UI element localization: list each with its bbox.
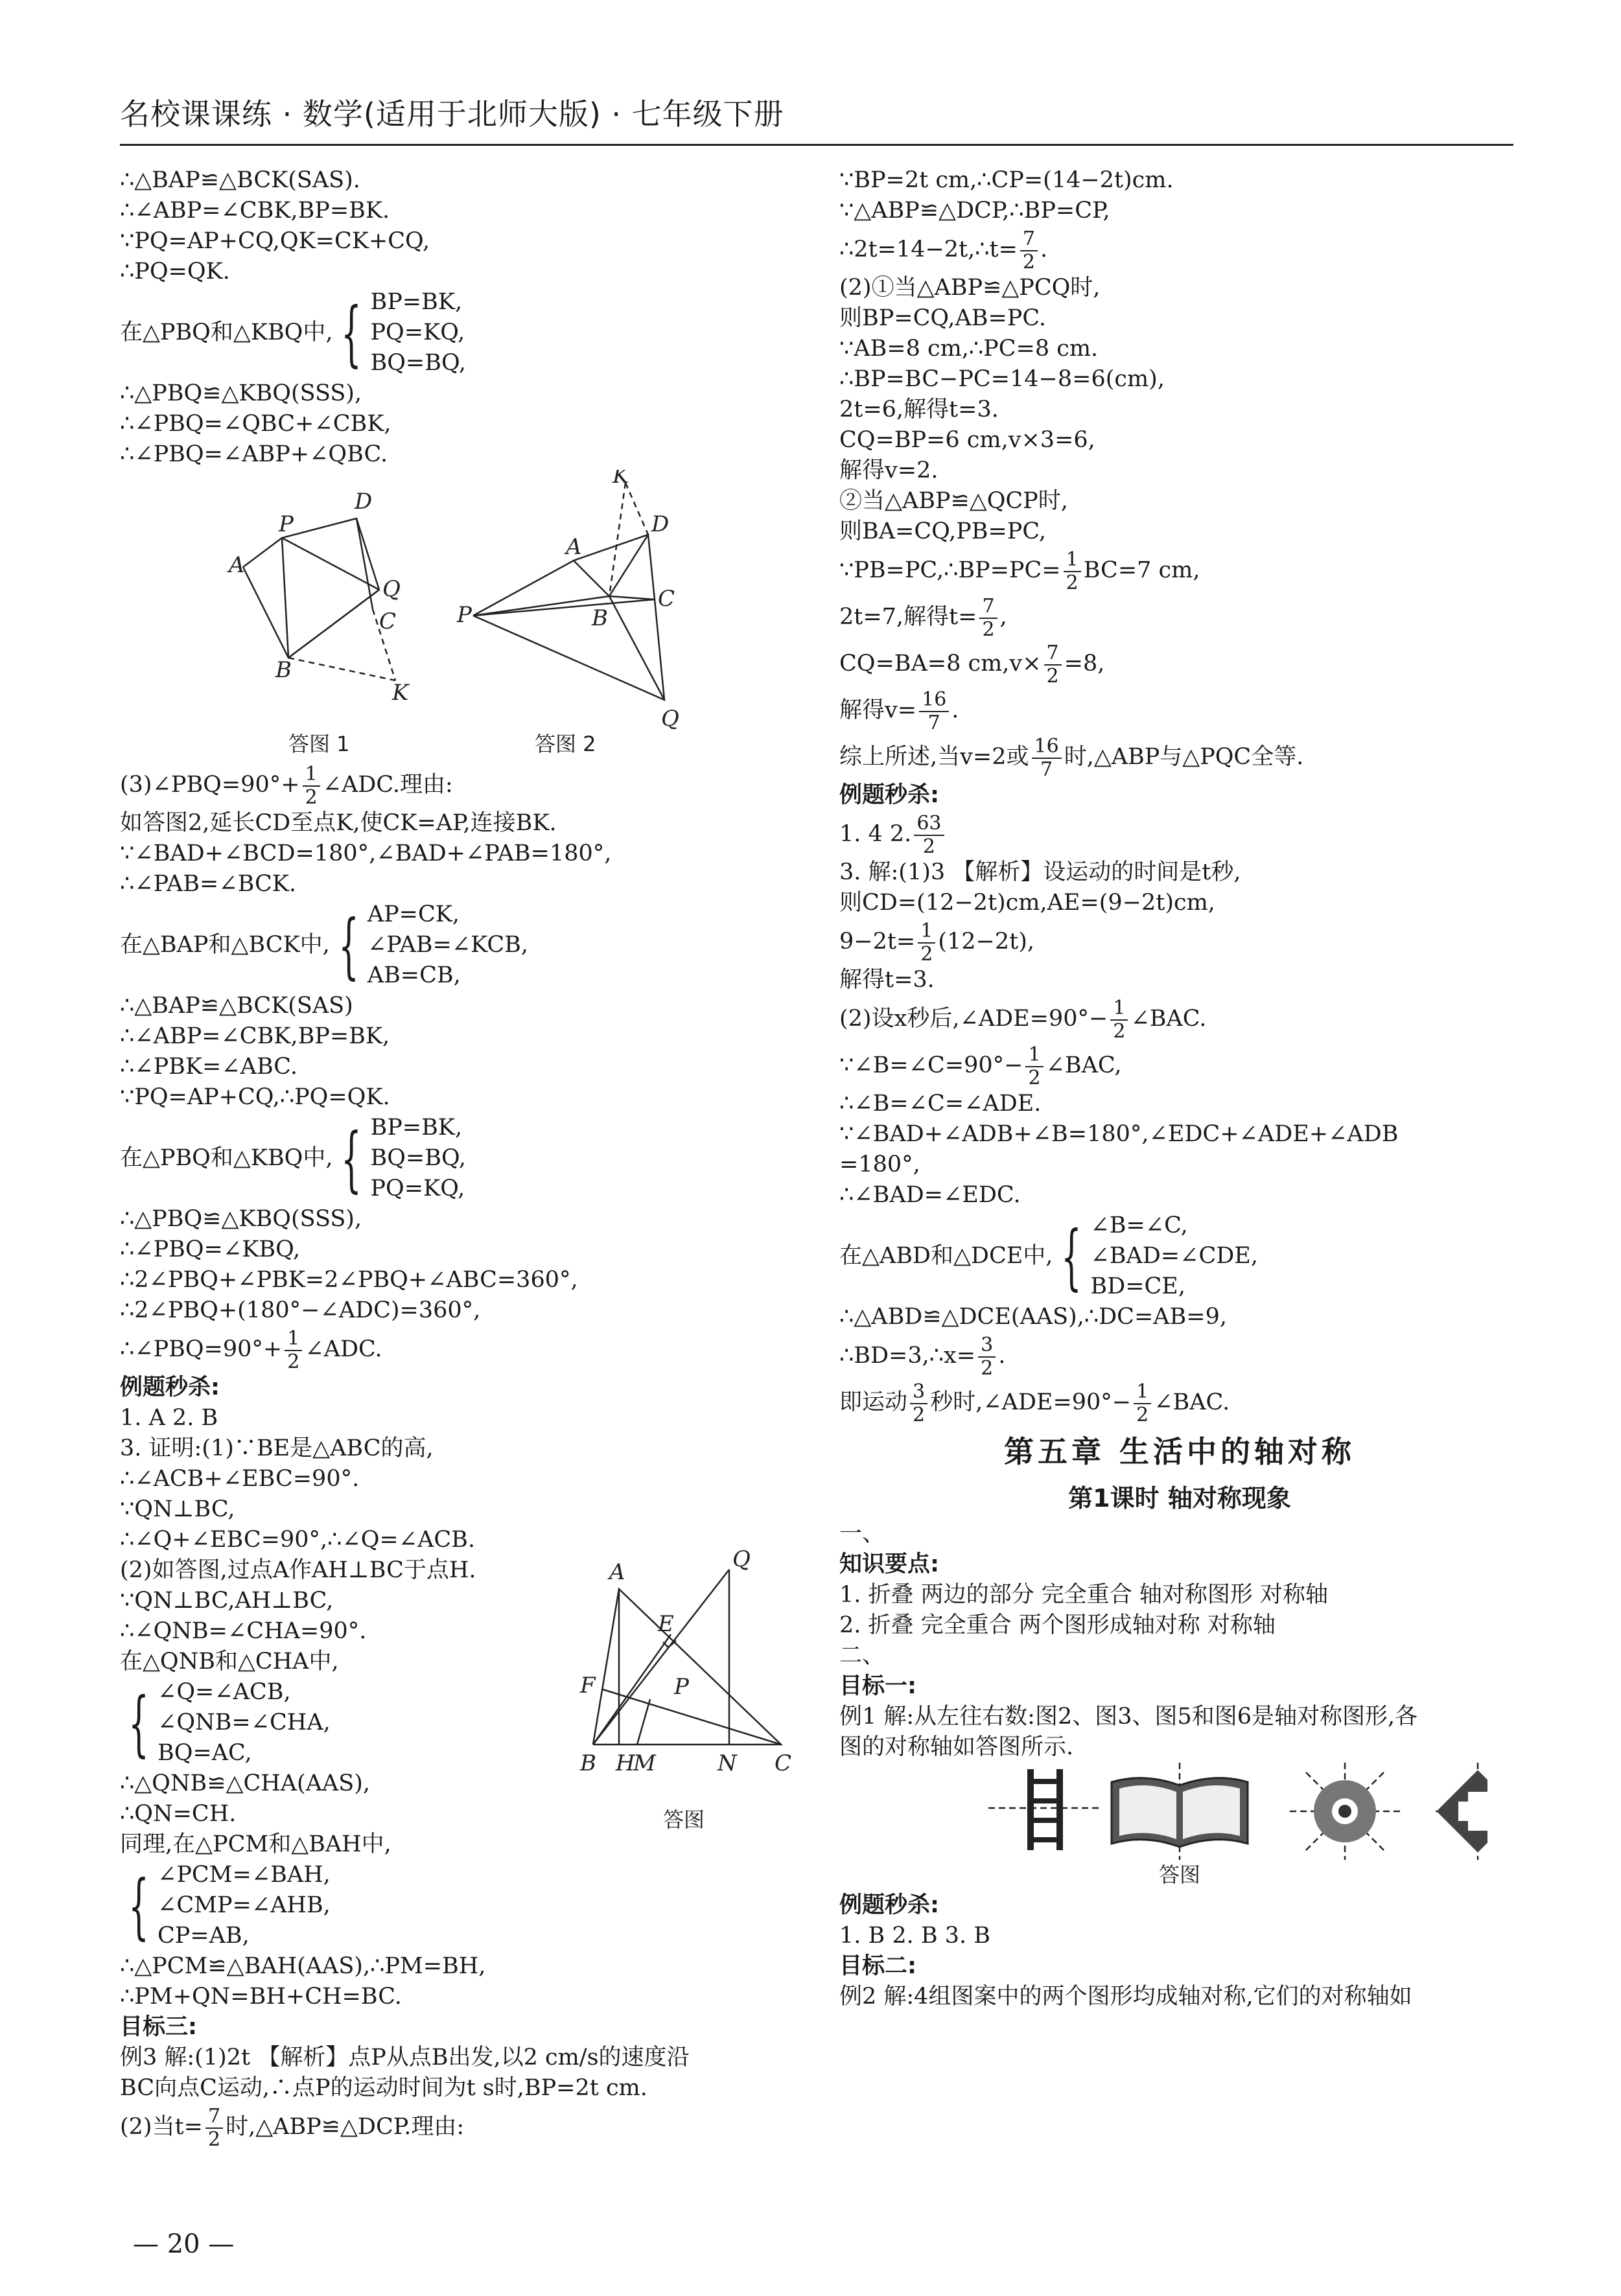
- figure-caption: 答图: [662, 1807, 705, 1832]
- caption-row: [120, 729, 800, 761]
- text-line: 解得v=2.: [839, 458, 939, 483]
- text-line: ∵PQ=AP+CQ,QK=CK+CQ,: [120, 228, 430, 254]
- numerator: 16: [919, 689, 949, 712]
- system-line: BQ=BQ,: [370, 350, 467, 376]
- text-line: ∴PM+QN=BH+CH=BC.: [120, 1984, 402, 2010]
- answer-line: 1. B 2. B 3. B: [839, 1923, 990, 1949]
- text-line: ∴PQ=QK.: [120, 259, 230, 284]
- fraction: [914, 813, 944, 858]
- section-title: 知识要点:: [839, 1551, 939, 1577]
- text-line: [120, 761, 800, 808]
- text-part: ∵∠B=∠C=90°−: [839, 1052, 1023, 1078]
- text-line: ∴△BAP≌△BCK(SAS): [120, 993, 353, 1019]
- text-line: [839, 226, 1520, 273]
- text-line: [839, 1379, 1520, 1426]
- text-part: 1. 4 2.: [839, 821, 912, 847]
- fraction: [1020, 228, 1038, 273]
- svg-text:F: F: [580, 1673, 596, 1699]
- text-part: ∵PB=PC,∴BP=PC=: [839, 557, 1061, 583]
- system-line: BP=BK,: [370, 1115, 463, 1141]
- denominator: 2: [922, 835, 935, 858]
- text-part: .: [1040, 237, 1048, 262]
- text-part: CQ=BA=8 cm,v×: [839, 651, 1042, 677]
- numerator: 1: [285, 1328, 302, 1351]
- text-line: ∵QN⊥BC,: [120, 1496, 235, 1522]
- system-line: ∠QNB=∠CHA,: [157, 1710, 331, 1735]
- page-header: [120, 84, 1513, 146]
- numerator: 1: [1025, 1044, 1043, 1067]
- system-prefix: 在△PBQ和△KBQ中,: [120, 1145, 333, 1171]
- denominator: 2: [1113, 1019, 1126, 1043]
- denominator: 2: [207, 2128, 221, 2151]
- text-part: ∠BAC,: [1045, 1052, 1122, 1078]
- answer-line: [839, 811, 1520, 857]
- text-part: 时,△ABP与△PQC全等.: [1064, 744, 1304, 770]
- system-line: ∠Q=∠ACB,: [157, 1679, 291, 1705]
- text-line: [839, 594, 1520, 640]
- denominator: 2: [982, 618, 995, 641]
- equation-system: [120, 287, 800, 378]
- text-part: 秒时,∠ADE=90°−: [930, 1389, 1132, 1415]
- text-part: ∠BAC.: [1154, 1389, 1230, 1415]
- fraction: [303, 763, 320, 809]
- section-number: 二、: [839, 1643, 885, 1669]
- fraction: [1032, 736, 1062, 781]
- denominator: 2: [305, 785, 318, 809]
- svg-text:K: K: [392, 680, 409, 706]
- text-line: ∵∠BAD+∠ADB+∠B=180°,∠EDC+∠ADE+∠ADB: [839, 1121, 1399, 1147]
- left-column: [120, 165, 800, 2150]
- svg-text:C: C: [658, 586, 675, 612]
- text-line: 1. 折叠 两边的部分 完全重合 轴对称图形 对称轴: [839, 1582, 1329, 1608]
- text-part: 2t=7,解得t=: [839, 604, 977, 630]
- svg-text:C: C: [775, 1750, 792, 1776]
- svg-text:Q: Q: [382, 576, 401, 602]
- numerator: 1: [1134, 1381, 1151, 1404]
- system-line: AB=CB,: [367, 962, 461, 988]
- text-line: ∴∠QNB=∠CHA=90°.: [120, 1618, 367, 1644]
- denominator: 7: [1040, 758, 1053, 781]
- text-line: 如答图2,延长CD至点K,使CK=AP,连接BK.: [120, 810, 557, 836]
- denominator: 2: [1022, 250, 1036, 273]
- denominator: 2: [1028, 1066, 1041, 1089]
- text-line: ∴∠B=∠C=∠ADE.: [839, 1091, 1042, 1117]
- text-line: 3. 解:(1)3 【解析】设运动的时间是t秒,: [839, 859, 1241, 885]
- text-line: ∴∠ABP=∠CBK,BP=BK,: [120, 1023, 390, 1049]
- numerator: 1: [303, 763, 320, 787]
- system-line: PQ=KQ,: [370, 1176, 465, 1201]
- equation-system: [839, 1211, 1520, 1302]
- numerator: 1: [1110, 997, 1128, 1021]
- section-title: 目标三:: [120, 2014, 197, 2040]
- text-line: [120, 2104, 800, 2150]
- proof-block: [120, 1433, 800, 2012]
- text-line: ∴△ABD≌△DCE(AAS),∴DC=AB=9,: [839, 1304, 1227, 1330]
- text-line: ∴2∠PBQ+∠PBK=2∠PBQ+∠ABC=360°,: [120, 1267, 578, 1293]
- symmetry-icons: [839, 1763, 1487, 1860]
- system-prefix: 在△PBQ和△KBQ中,: [120, 319, 333, 345]
- svg-text:Q: Q: [732, 1550, 751, 1572]
- fraction: [1134, 1381, 1151, 1426]
- numerator: 7: [1044, 642, 1062, 666]
- svg-text:M: M: [633, 1750, 656, 1776]
- svg-text:B: B: [275, 657, 292, 683]
- system-line: ∠BAD=∠CDE,: [1090, 1243, 1258, 1269]
- text-line: 则BP=CQ,AB=PC.: [839, 305, 1046, 331]
- snowflake-icon: [1290, 1763, 1400, 1860]
- cross-tile-icon: [1436, 1763, 1487, 1860]
- svg-text:B: B: [592, 605, 608, 631]
- denominator: 2: [913, 1403, 926, 1426]
- fraction: [205, 2105, 223, 2151]
- brace-icon: {: [1061, 1214, 1082, 1298]
- text-line: 2. 折叠 完全重合 两个图形成轴对称 对称轴: [839, 1612, 1276, 1638]
- text-line: ②当△ABP≌△QCP时,: [839, 488, 1068, 514]
- text-line: [839, 1042, 1520, 1089]
- text-line: ∴△PBQ≌△KBQ(SSS),: [120, 380, 362, 406]
- numerator: 1: [918, 920, 935, 944]
- answer-figure-1-2: [120, 470, 768, 729]
- numerator: 63: [914, 813, 944, 836]
- svg-text:B: B: [580, 1750, 596, 1776]
- numerator: 7: [205, 2105, 223, 2129]
- text-line: BC向点C运动,∴点P的运动时间为t s时,BP=2t cm.: [120, 2075, 647, 2101]
- triangle-figure: [567, 1550, 800, 1796]
- svg-text:H: H: [616, 1750, 635, 1776]
- text-line: ∵BP=2t cm,∴CP=(14−2t)cm.: [839, 167, 1174, 193]
- equation-system: [120, 1860, 800, 1951]
- denominator: 7: [927, 711, 940, 734]
- text-part: ∴∠PBQ=90°+: [120, 1336, 283, 1362]
- text-line: [839, 918, 1520, 965]
- text-part: ∴BD=3,∴x=: [839, 1343, 976, 1369]
- text-part: (12−2t),: [938, 929, 1034, 955]
- numerator: 7: [1020, 228, 1038, 251]
- system-line: ∠PCM=∠BAH,: [157, 1862, 331, 1888]
- svg-text:A: A: [229, 552, 245, 578]
- text-line: ∴△QNB≌△CHA(AAS),: [120, 1770, 371, 1796]
- page-number: — 20 —: [133, 2229, 235, 2259]
- brace-icon: {: [338, 903, 359, 987]
- section-title: 例题秒杀:: [120, 1374, 220, 1400]
- text-line: CQ=BP=6 cm,v×3=6,: [839, 427, 1095, 453]
- fraction: [910, 1381, 927, 1426]
- text-line: ∴∠ACB+∠EBC=90°.: [120, 1466, 360, 1492]
- system-line: ∠CMP=∠AHB,: [157, 1892, 331, 1918]
- svg-text:Q: Q: [661, 706, 679, 729]
- text-line: ∴QN=CH.: [120, 1801, 237, 1827]
- text-line: [120, 1326, 800, 1373]
- text-line: ∴△BAP≌△BCK(SAS).: [120, 167, 360, 193]
- answer-line: 1. A 2. B: [120, 1405, 218, 1431]
- svg-text:P: P: [674, 1674, 689, 1700]
- book-icon: [1112, 1763, 1248, 1860]
- text-line: 例1 解:从左往右数:图2、图3、图5和图6是轴对称图形,各: [839, 1704, 1418, 1730]
- text-line: ∵∠BAD+∠BCD=180°,∠BAD+∠PAB=180°,: [120, 841, 612, 866]
- text-line: ∴△PCM≌△BAH(AAS),∴PM=BH,: [120, 1953, 486, 1979]
- text-line: 例2 解:4组图案中的两个图形均成轴对称,它们的对称轴如: [839, 1984, 1412, 2010]
- text-line: 解得t=3.: [839, 967, 935, 993]
- symmetry-figures: [839, 1763, 1520, 1860]
- text-line: (2)①当△ABP≌△PCQ时,: [839, 275, 1101, 301]
- right-column: [839, 165, 1520, 2012]
- brace-icon: {: [341, 291, 362, 375]
- svg-text:A: A: [609, 1559, 625, 1585]
- svg-text:N: N: [717, 1750, 737, 1776]
- system-line: BQ=BQ,: [370, 1145, 467, 1171]
- text-line: ∴∠PBQ=∠ABP+∠QBC.: [120, 441, 388, 467]
- fraction: [919, 689, 949, 734]
- svg-text:D: D: [355, 489, 373, 515]
- text-part: ∠ADC.理由:: [322, 772, 453, 798]
- text-line: 2t=6,解得t=3.: [839, 397, 999, 423]
- svg-text:K: K: [612, 470, 629, 489]
- system-line: ∠B=∠C,: [1090, 1212, 1188, 1238]
- text-part: .: [951, 697, 959, 723]
- answer-figure-1: [243, 518, 395, 680]
- text-line: 3. 证明:(1)∵BE是△ABC的高,: [120, 1435, 434, 1461]
- fraction: [918, 920, 935, 966]
- chapter-title: 第五章 生活中的轴对称: [1003, 1434, 1355, 1469]
- figure-caption: 答图 2: [535, 732, 596, 756]
- section-title: 例题秒杀:: [839, 1892, 939, 1918]
- fraction: [1044, 642, 1062, 688]
- text-line: 则CD=(12−2t)cm,AE=(9−2t)cm,: [839, 890, 1215, 916]
- denominator: 2: [981, 1356, 994, 1380]
- text-part: =8,: [1064, 651, 1105, 677]
- text-part: ∴2t=14−2t,∴t=: [839, 237, 1018, 262]
- figure-caption: 答图 1: [288, 732, 350, 756]
- ladder-icon: [988, 1769, 1099, 1850]
- figures-row: [120, 470, 800, 729]
- text-line: ∵△ABP≌△DCP,∴BP=CP,: [839, 198, 1110, 224]
- system-line: AP=CK,: [367, 901, 460, 927]
- fraction: [1110, 997, 1128, 1043]
- text-line: [839, 547, 1520, 594]
- system-line: ∠PAB=∠KCB,: [367, 932, 528, 958]
- text-line: 图的对称轴如答图所示.: [839, 1734, 1074, 1760]
- svg-text:D: D: [651, 511, 670, 537]
- text-line: 同理,在△PCM和△BAH中,: [120, 1831, 391, 1857]
- text-part: (3)∠PBQ=90°+: [120, 772, 300, 798]
- text-part: 9−2t=: [839, 929, 916, 955]
- text-line: 则BA=CQ,PB=PC,: [839, 518, 1046, 544]
- fraction: [1025, 1044, 1043, 1089]
- text-part: ∠BAC.: [1130, 1006, 1207, 1032]
- fraction: [285, 1328, 302, 1373]
- text-line: ∴∠BAD=∠EDC.: [839, 1182, 1021, 1208]
- svg-text:A: A: [566, 534, 582, 560]
- text-line: ∴∠PBQ=∠KBQ,: [120, 1236, 301, 1262]
- text-line: [839, 734, 1520, 780]
- equation-system: [120, 899, 800, 991]
- numerator: 3: [910, 1381, 927, 1404]
- text-line: ∴∠PBK=∠ABC.: [120, 1054, 297, 1080]
- system-line: BD=CE,: [1090, 1273, 1185, 1299]
- denominator: 2: [1046, 664, 1059, 688]
- text-line: ∴∠Q+∠EBC=90°,∴∠Q=∠ACB.: [120, 1527, 475, 1553]
- lesson-title: 第1课时 轴对称现象: [1068, 1484, 1291, 1513]
- text-line: ∴2∠PBQ+(180°−∠ADC)=360°,: [120, 1297, 481, 1323]
- text-part: ∠ADC.: [305, 1336, 382, 1362]
- text-line: ∵AB=8 cm,∴PC=8 cm.: [839, 336, 1099, 362]
- brace-icon: {: [128, 1864, 149, 1947]
- system-line: BP=BK,: [370, 289, 463, 315]
- svg-text:P: P: [457, 602, 472, 628]
- text-line: ∵QN⊥BC,AH⊥BC,: [120, 1588, 334, 1614]
- section-title: 目标二:: [839, 1953, 916, 1979]
- numerator: 7: [979, 596, 997, 619]
- section-number: 一、: [839, 1521, 885, 1547]
- brace-icon: {: [128, 1681, 149, 1765]
- system-prefix: 在△ABD和△DCE中,: [839, 1243, 1053, 1269]
- answer-figure-3: [567, 1550, 800, 1832]
- answer-figure-2: [473, 483, 664, 700]
- text-part: BC=7 cm,: [1083, 557, 1200, 583]
- denominator: 2: [920, 942, 933, 966]
- text-line: 例3 解:(1)2t 【解析】点P从点B出发,以2 cm/s的速度沿: [120, 2045, 690, 2070]
- text-part: (2)当t=: [120, 2114, 203, 2140]
- numerator: 1: [1064, 549, 1081, 572]
- numerator: 16: [1032, 736, 1062, 759]
- text-part: 解得v=: [839, 697, 917, 723]
- section-title: 目标一:: [839, 1673, 916, 1699]
- system-line: PQ=KQ,: [370, 319, 465, 345]
- section-title: 例题秒杀:: [839, 782, 939, 808]
- text-line: [839, 687, 1520, 734]
- figure-caption: 答图: [1158, 1862, 1200, 1887]
- text-line: [839, 640, 1520, 687]
- text-part: 即运动: [839, 1389, 908, 1415]
- numerator: 3: [978, 1334, 996, 1358]
- text-part: 综上所述,当v=2或: [839, 744, 1029, 770]
- text-line: ∴BP=BC−PC=14−8=6(cm),: [839, 366, 1165, 392]
- text-part: 时,△ABP≌△DCP.理由:: [226, 2114, 465, 2140]
- fraction: [979, 596, 997, 641]
- text-part: (2)设x秒后,∠ADE=90°−: [839, 1006, 1108, 1032]
- text-line: ∵PQ=AP+CQ,∴PQ=QK.: [120, 1084, 390, 1110]
- system-line: CP=AB,: [157, 1923, 250, 1949]
- svg-text:P: P: [279, 511, 294, 537]
- denominator: 2: [1136, 1403, 1149, 1426]
- text-line: ∴∠ABP=∠CBK,BP=BK.: [120, 198, 390, 224]
- text-part: .: [998, 1343, 1006, 1369]
- text-line: 在△QNB和△CHA中,: [120, 1649, 339, 1675]
- text-line: [839, 995, 1520, 1042]
- text-line: [839, 1332, 1520, 1379]
- system-prefix: 在△BAP和△BCK中,: [120, 932, 330, 958]
- text-part: ,: [999, 604, 1007, 630]
- denominator: 2: [287, 1350, 300, 1373]
- header-title: 名校课课练 · 数学(适用于北师大版) · 七年级下册: [120, 97, 784, 132]
- equation-system: [120, 1113, 800, 1204]
- text-line: ∴∠PAB=∠BCK.: [120, 871, 297, 897]
- brace-icon: {: [341, 1117, 362, 1200]
- svg-text:E: E: [658, 1611, 674, 1637]
- text-line: ∴∠PBQ=∠QBC+∠CBK,: [120, 411, 391, 437]
- fraction: [978, 1334, 996, 1380]
- text-line: =180°,: [839, 1152, 920, 1177]
- text-line: ∴△PBQ≌△KBQ(SSS),: [120, 1206, 362, 1232]
- denominator: 2: [1066, 571, 1079, 594]
- fraction: [1064, 549, 1081, 594]
- text-line: (2)如答图,过点A作AH⊥BC于点H.: [120, 1557, 476, 1583]
- svg-text:C: C: [379, 609, 397, 634]
- system-line: BQ=AC,: [157, 1740, 252, 1766]
